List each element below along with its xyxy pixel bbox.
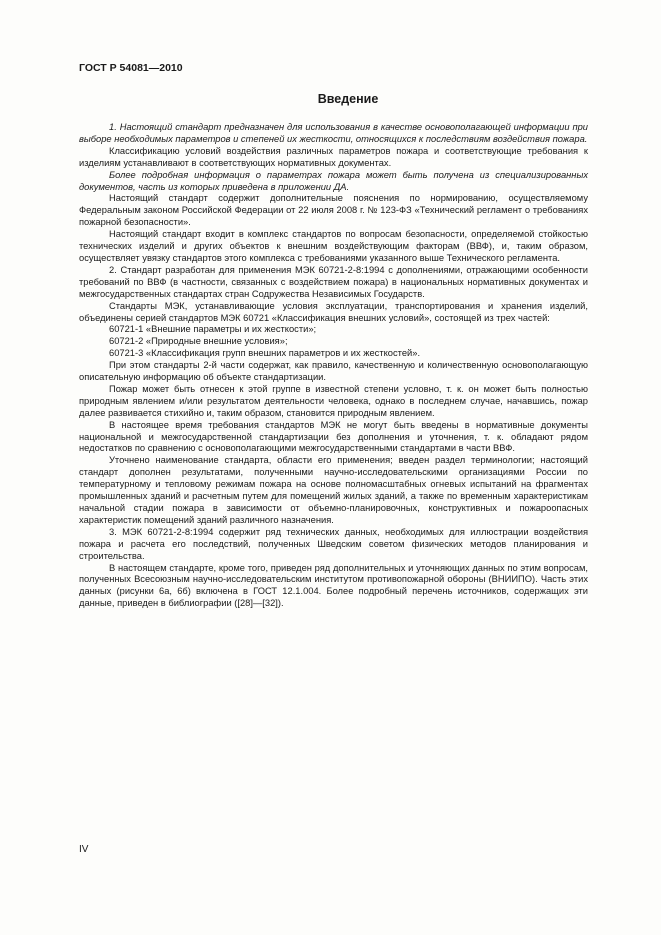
paragraph: 1. Настоящий стандарт предназначен для использования в качестве основополагающей информации при выборе необходимых параметров и степеней их жесткости, относящихся к последствиям воздействия пожара. <box>79 122 588 144</box>
list-item: 60721-1 «Внешние параметры и их жесткости»; <box>109 324 317 335</box>
list-item: 60721-2 «Природные внешние условия»; <box>109 336 288 347</box>
page-number: IV <box>79 844 89 855</box>
body-text <box>79 122 588 610</box>
document-header: ГОСТ Р 54081—2010 <box>79 62 183 74</box>
paragraph: В настоящее время требования стандартов МЭК не могут быть введены в нормативные документы национальной и межгосударственной стандартизации без дополнения и уточнения, т. к. обладают рядом недостатков по сравнению с основополагающими межгосударственными стандартами в части ВВФ. <box>79 419 588 454</box>
paragraph: Пожар может быть отнесен к этой группе в известной степени условно, т. к. он может быть полностью природным явлением и/или результатом деятельности человека, однако в последнем случае, начавшись, пожар далее развивается стихийно и, таким образом, становится природным явлением. <box>79 383 588 418</box>
paragraph: 2. Стандарт разработан для применения МЭК 60721-2-8:1994 с дополнениями, отражающими особенности требований по ВВФ (в частности, связанных с воздействием пожара) в национальных нормативных документах и межгосударственных стандартах стран Содружества Независимых Государств. <box>79 264 588 299</box>
paragraph: Стандарты МЭК, устанавливающие условия эксплуатации, транспортирования и хранения изделий, объединены серией стандартов МЭК 60721 «Классификация внешних условий», состоящей из трех частей: <box>79 300 588 323</box>
paragraph: Классификацию условий воздействия различных параметров пожара и соответствующие требования к изделиям устанавливают в соответствующих нормативных документах. <box>79 145 588 168</box>
paragraph: Уточнено наименование стандарта, области его применения; введен раздел терминологии; настоящий стандарт дополнен результатами, полученными научно-исследовательскими организациями России по температурному и тепловому режимам пожара на основе полномасштабных огневых испытаний на фрагментах промышленных зданий и расчетным путем для помещений жилых зданий, а также по временным характеристикам начальной стадии пожара в зависимости от объемно-планировочных, конструктивных и пожароопасных характеристик помещений зданий различного назначения. <box>79 455 588 525</box>
paragraph: При этом стандарты 2-й части содержат, как правило, качественную и количественную основополагающую описательную информацию об объекте стандартизации. <box>79 360 588 383</box>
paragraph: В настоящем стандарте, кроме того, приведен ряд дополнительных и уточняющих данных по этим вопросам, полученных Всесоюзным научно-исследовательским институтом противопожарной обороны (ВНИИПО). Часть этих данных (рисунки 6а, 6б) включена в ГОСТ 12.1.004. Более подробный перечень источников, содержащих эти данные, приведен в библиографии ([28]—[32]). <box>79 562 588 609</box>
paragraph: Настоящий стандарт входит в комплекс стандартов по вопросам безопасности, определяемой стойкостью технических изделий и других объектов к внешним воздействующим факторам (ВВФ), и, таким образом, осуществляет увязку стандартов этого комплекса с требованиями указанного выше Технического регламента. <box>79 229 588 263</box>
paragraph: 3. МЭК 60721-2-8:1994 содержит ряд технических данных, необходимых для иллюстрации воздействия пожара и расчета его последствий, полученных Шведским советом физических методов планирования и строительства. <box>79 526 588 561</box>
section-title: Введение <box>317 92 379 106</box>
list-item: 60721-3 «Классификация групп внешних параметров и их жесткостей». <box>109 348 421 359</box>
paragraph: Настоящий стандарт содержит дополнительные пояснения по нормированию, осуществляемому Федеральным законом Российской Федерации от 22 июля 2008 г. № 123-ФЗ «Технический регламент о требованиях пожарной безопасности». <box>79 193 588 228</box>
paragraph: Более подробная информация о параметрах пожара может быть получена из специализированных документов, часть из которых приведена в приложении ДА. <box>79 169 588 192</box>
